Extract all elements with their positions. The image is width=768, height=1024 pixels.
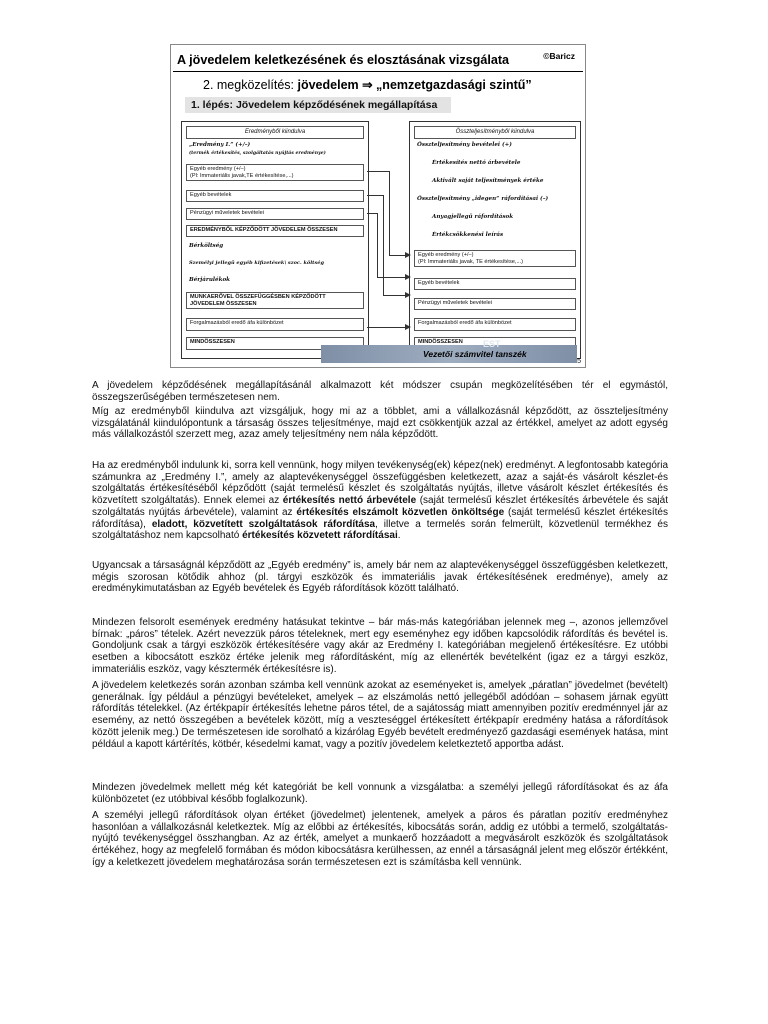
- slide-footer-logo-text: EST: [483, 339, 501, 349]
- paragraph: A személyi jellegű ráfordítások olyan értéket (jövedelmet) jelentenek, amelyek a páros és páratlan pozitív eredményhez hasonlóan a vállalkozásnál keletkeztek. Míg az előbbi az értékesítés, kibocsátás során, addig ez utóbbi a termelő, szolgáltatás-nyújtó tevékenységgel összhangban. Az az érték, amelyet a munkaerő hozzáadott a megvásárolt eszközök és szolgáltatások értékéhez, hogy az megfelelő formában és módon kibocsátásra kerülhessen, az ennél a társaságnál jelent meg először értékként, így a keletkezett jövedelem meghatározása során természetesen ezt is számításba kell vennünk.: [92, 810, 668, 868]
- paragraph: A jövedelem képződésének megállapításánál alkalmazott két módszer csupán megközelítésében tér el egymástól, összegszerűségében természetesen nem.: [92, 380, 668, 403]
- left-row: Bérköltség: [186, 242, 364, 253]
- right-row: Anyagjellegű ráfordítások: [414, 213, 576, 223]
- right-row: Egyéb eredmény (+/–): [414, 250, 576, 259]
- paragraph-text: (saját termelésű készlet értékesítés árbevétele és saját szolgáltatás nyújtás árbevétele), valamint az: [92, 495, 668, 518]
- left-row: Forgalmazásból eredő áfa különbözet: [186, 318, 364, 331]
- arrow-head-icon: [405, 252, 411, 258]
- connector-line: [377, 213, 378, 277]
- paragraph-bold: értékesítés nettó árbevétele: [282, 495, 417, 507]
- paragraph-bold: eladott, közvetített szolgáltatások ráfordítása: [151, 518, 376, 530]
- right-row: Egyéb bevételek: [414, 278, 576, 290]
- arrow-head-icon: [405, 292, 411, 298]
- paragraph: Ugyancsak a társaságnál képződött az „Egyéb eredmény” is, amely bár nem az alaptevékenységgel összefüggésben keletkezett, mégis szorosan kötődik ahhoz (pl. tárgyi eszközök és immateriális javak értékesítésének eredménye), amely az eredménykimutatásban az Egyéb bevételek és Egyéb ráfordítások között található.: [92, 560, 668, 595]
- left-row-total: EREDMÉNYBŐL KÉPZŐDÖTT JÖVEDELEM ÖSSZESEN: [186, 225, 364, 237]
- left-row: „Eredmény I.” (+/–): [186, 141, 364, 150]
- paragraph: A jövedelem keletkezés során azonban számba kell vennünk azokat az eseményeket is, amelyek „páratlan” jövedelmet (bevételt) generálnak. Így például a pénzügyi bevételeket, amelyek – az elszámolás nettó jellegéből adódóan – sohasem járnak együtt ráfordítás tételekkel. (Az értékpapír értékesítés lehetne páros tétel, de a sajátosság miatt amennyiben pozitív eredménnyel jár az esemény, az nettó összegében a bevételek között, míg a veszteséggel értékesített értékpapír eredmény hatása a ráfordítások között jelenik meg.) De természetesen ide sorolható a kizárólag Egyéb bevételt eredményező gazdasági események hatása, mint például a kapott kártérítés, kötbér, késedelmi kamat, vagy a pozitív jövedelem keletkeztető apportba adást.: [92, 680, 668, 750]
- slide-copyright: ©Baricz: [543, 51, 575, 61]
- paragraph-bold: értékesítés elszámolt közvetlen önköltsége: [296, 506, 505, 518]
- paragraph: Míg az eredményből kiindulva azt vizsgáljuk, hogy mi az a többlet, ami a vállalkozásnál képződött, az össztelјesítmény vizsgálatánál kiindulópontunk a társaság összes teljesítménye, majd ezt csökkentjük azzal az értékkel, amelyet az adott egység más vállalkozástól szerzett meg, azaz amely teljesítmény nem nála képződött.: [92, 406, 668, 441]
- connector-line: [377, 277, 407, 278]
- slide-title: A jövedelem keletkezésének és elosztásának vizsgálata: [177, 53, 510, 67]
- right-column: [409, 121, 581, 359]
- right-row: Pénzügyi műveletek bevételei: [414, 298, 576, 310]
- connector-line: [367, 213, 377, 214]
- right-column-header: Össztelјesítményből kiindulva: [414, 126, 576, 139]
- slide-page-number: 5: [577, 358, 581, 365]
- left-row: Személyi jellegű egyéb kifizetések\ szoc. költség: [186, 259, 364, 270]
- left-row: Pénzügyi műveletek bevételei: [186, 208, 364, 220]
- connector-line: [367, 171, 389, 172]
- right-row: (Pl: Immateriális javak, TE értékesítése,...): [414, 258, 576, 267]
- paragraph: Mindezen felsorolt események eredmény hatásukat tekintve – bár más-más kategóriában jelennek meg –, azonos jellemzővel bírnak: „páros” tételek. Azért nevezzük páros tételeknek, mert egy eseményhez egy időben kapcsolódik ráfordítás és bevétel is. Gondoljunk csak a tárgyi eszközök értékesítésére vagy akár az Eredmény I. kategóriában megjelenő értékesítésre. Ez utóbbi esetben a kibocsátott eszköz értéke jelenik meg ráfordításként, míg az ellenérték bevételként (igaz ez a tárgyi eszköz, immateriális eszköz, vagy késztermék értékesítésre is).: [92, 617, 668, 675]
- left-row: Bérjárulékok: [186, 276, 364, 287]
- left-column-header: Eredményből kiindulva: [186, 126, 364, 139]
- paragraph: [92, 460, 668, 542]
- left-row: Egyéb eredmény (+/–): [186, 164, 364, 173]
- connector-line: [383, 295, 407, 296]
- title-divider: [173, 71, 583, 72]
- left-row-grand-total: MINDÖSSZESEN: [186, 337, 364, 350]
- left-row-total: JÖVEDELEM ÖSSZESEN: [186, 300, 364, 309]
- left-row-total: MUNKAERŐVEL ÖSSZEFÜGGÉSBEN KÉPZŐDÖTT: [186, 292, 364, 301]
- left-row: Egyéb bevételek: [186, 190, 364, 202]
- connector-line: [389, 171, 390, 255]
- arrow-head-icon: [405, 274, 411, 280]
- connector-line: [383, 195, 384, 295]
- paragraph-text: , illetve a termelés során felmerült, közvetlenül termékhez és szolgáltatáshoz nem kapcsolható: [92, 518, 668, 542]
- right-row: Aktivált saját teljesítmények értéke: [414, 177, 576, 187]
- left-column: [181, 121, 369, 359]
- connector-line: [367, 327, 407, 328]
- paragraph-text: Ha az eredményből indulunk ki, sorra kell vennünk, hogy milyen tevékenység(ek) képez(nek) eredményt. A legfontosabb kategória számunkra az „Eredmény I.”, amely az alaptevékenységgel összefüggésben keletkezett, azaz a saját-és vásárolt készlet-és szolgáltatás értékesítéséből képződött (saját termelésű készlet és szolgáltatás nyújtás, illetve vásárolt készlet értékesítés és közvetített szolgáltatás). Ennek elemei az: [92, 460, 668, 507]
- right-row: Értékcsökkenési leírás: [414, 231, 576, 241]
- paragraph-text: (saját termelésű készlet értékesítés ráfordítása),: [92, 506, 668, 530]
- paragraph-text: .: [397, 530, 401, 542]
- left-row: (Pl: Immateriális javak,TE értékesítése,...): [186, 172, 364, 181]
- paragraph: Mindezen jövedelmek mellett még két kategóriát be kell vonnunk a vizsgálatba: a személyi jellegű ráfordításokat és az áfa különbözetet (ez utóbbival később foglalkozunk).: [92, 782, 668, 805]
- right-row: Össztelјesítmény bevételei (+): [414, 141, 576, 151]
- right-row: Össztelјesítmény „idegen” ráfordításai (–): [414, 195, 576, 205]
- paragraph-bold: értékesítés közvetett ráfordításai: [242, 530, 398, 542]
- lecture-slide: [170, 44, 586, 368]
- slide-footer: Vezetői számvitel tanszék: [423, 349, 527, 359]
- arrow-head-icon: [405, 324, 411, 330]
- subtitle-bold: jövedelem ⇒ „nemzetgazdasági szintű”: [297, 78, 532, 92]
- slide-subtitle: [203, 77, 532, 92]
- left-row: (termék értékesítés, szolgáltatás nyújtás eredménye): [186, 149, 364, 158]
- connector-line: [367, 195, 383, 196]
- right-row: Értékesítés nettó árbevétele: [414, 159, 576, 169]
- right-row-grand-total: MINDÖSSZESEN: [414, 337, 576, 350]
- right-row: Forgalmazásból eredő áfa különbözet: [414, 318, 576, 331]
- subtitle-prefix: 2. megközelítés:: [203, 78, 298, 92]
- step-label: 1. lépés: Jövedelem képződésének megállapítása: [185, 97, 451, 113]
